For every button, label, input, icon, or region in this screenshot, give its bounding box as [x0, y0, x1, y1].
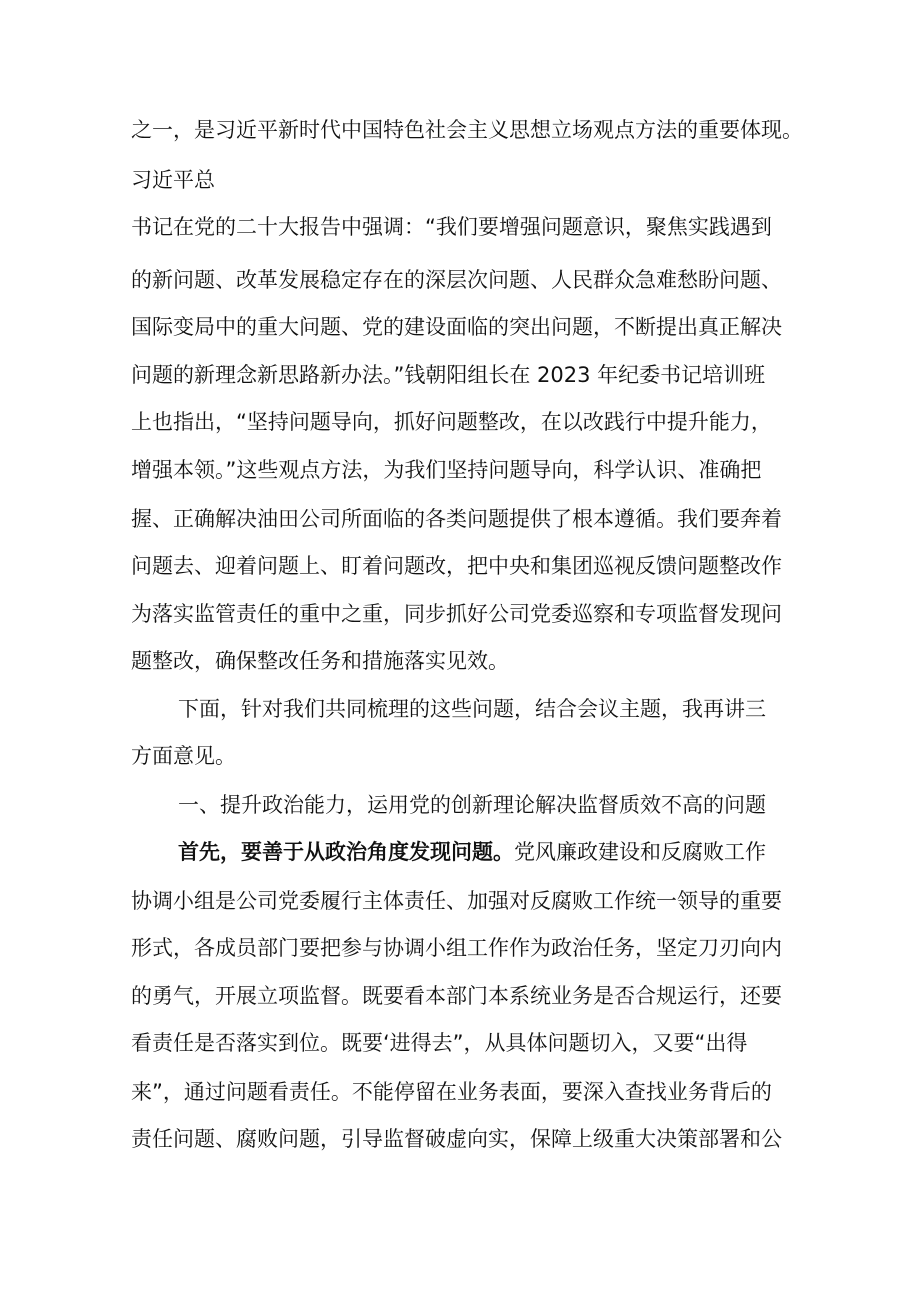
body-text-line: 形式，各成员部门要把参与协调小组工作作为政治任务，坚定刀刃向内	[131, 936, 782, 960]
body-text-line: 下面，针对我们共同梳理的这些问题，结合会议主题，我再讲三	[178, 697, 766, 721]
body-text-line: 问题去、迎着问题上、盯着问题改，把中央和集团巡视反馈问题整改作	[131, 554, 782, 578]
body-text-line: 国际变局中的重大问题、党的建设面临的突出问题，不断提出真正解决	[131, 315, 782, 339]
section-heading: 一、提升政治能力，运用党的创新理论解决监督质效不高的问题	[178, 793, 766, 817]
body-text-line: 习近平总	[131, 168, 215, 192]
body-text-line: 增强本领。”这些观点方法，为我们坚持问题导向，科学认识、准确把	[131, 458, 762, 482]
body-text-line: 的勇气，开展立项监督。既要看本部门本系统业务是否合规运行，还要	[131, 984, 782, 1008]
body-text-line: 握、正确解决油田公司所面临的各类问题提供了根本遵循。我们要奔着	[131, 507, 782, 531]
body-text-line: 来”，通过问题看责任。不能停留在业务表面，要深入查找业务背后的	[131, 1080, 772, 1104]
lead-sentence-bold: 首先，要善于从政治角度发现问题。	[178, 840, 514, 864]
body-text-line: 协调小组是公司党委履行主体责任、加强对反腐败工作统一领导的重要	[131, 889, 782, 913]
body-text-line-with-lead	[178, 842, 766, 863]
body-text-line: 为落实监管责任的重中之重，同步抓好公司党委巡察和专项监督发现问	[131, 602, 782, 626]
body-text-line: 问题的新理念新思路新办法。”钱朝阳组长在 2023 年纪委书记培训班	[131, 363, 766, 387]
body-text-line: 上也指出，“坚持问题导向，抓好问题整改，在以改践行中提升能力，	[131, 410, 772, 434]
lead-line-rest: 党风廉政建设和反腐败工作	[514, 840, 766, 864]
body-text-line: 的新问题、改革发展稳定存在的深层次问题、人民群众急难愁盼问题、	[131, 268, 782, 292]
body-text-line: 书记在党的二十大报告中强调：“我们要增强问题意识，聚焦实践遇到	[131, 215, 772, 239]
body-text-line: 之一，是习近平新时代中国特色社会主义思想立场观点方法的重要体现。	[131, 118, 803, 142]
body-text-line: 题整改，确保整改任务和措施落实见效。	[131, 649, 509, 673]
body-text-line: 看责任是否落实到位。既要‘进得去”，从具体问题切入，又要“出得	[131, 1031, 748, 1055]
body-text-line: 责任问题、腐败问题，引导监督破虚向实，保障上级重大决策部署和公	[131, 1127, 782, 1151]
body-text-line: 方面意见。	[131, 744, 236, 768]
